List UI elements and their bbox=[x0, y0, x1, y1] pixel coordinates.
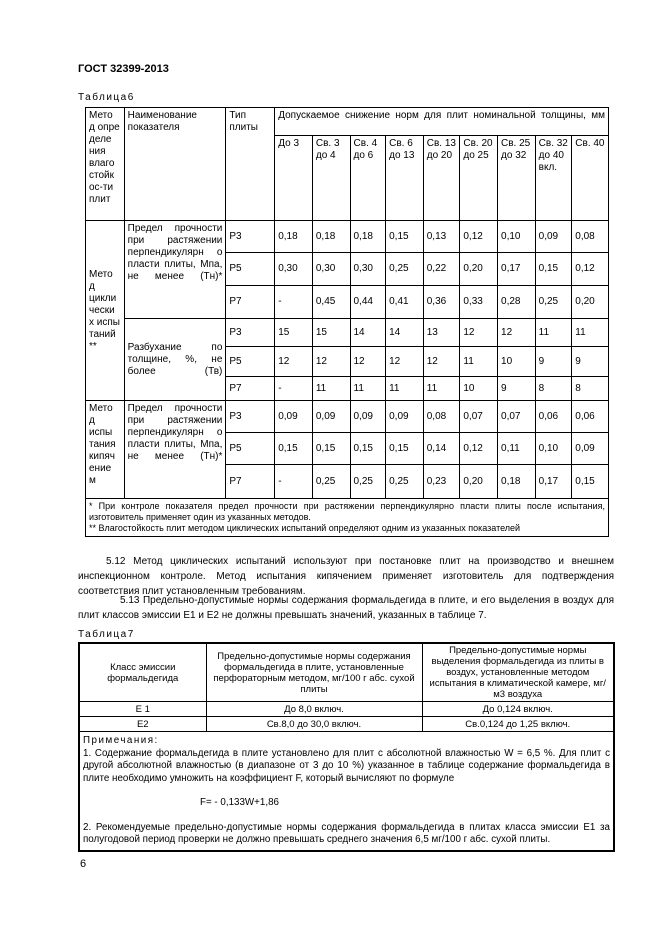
table6-cell: 0,15 bbox=[275, 433, 313, 465]
table6-cell: 8 bbox=[535, 377, 572, 401]
table6-method-boiling: Мето д испы тания кипяч ение м bbox=[86, 401, 125, 499]
table6-cell: 0,30 bbox=[312, 253, 350, 286]
table6-cell: 11 bbox=[350, 377, 386, 401]
table6-cell: 0,25 bbox=[350, 465, 386, 499]
table6-cell: 11 bbox=[423, 377, 460, 401]
table6-cell: 0,36 bbox=[423, 286, 460, 319]
table6-cell-type: P5 bbox=[226, 433, 275, 465]
page-number: 6 bbox=[80, 858, 87, 870]
table6-cell: 12 bbox=[350, 347, 386, 377]
table6-cell: 0,17 bbox=[498, 253, 536, 286]
table7-note-2: 2. Рекомендуемые предельно-допустимые нормы содержания формальдегида в плитах класса эмиссии Е1 за полугодовой период проверки не должно превышать среднего значения 6,5 мг/100 г абс. сухой плиты. bbox=[83, 821, 610, 845]
table6-cell: - bbox=[275, 377, 313, 401]
table7-caption: Таблица7 bbox=[78, 629, 135, 640]
table6-cell: 0,10 bbox=[535, 433, 572, 465]
table6-cell: 0,09 bbox=[572, 433, 609, 465]
table6-cell: 0,20 bbox=[460, 253, 498, 286]
table6-cell: 0,18 bbox=[350, 221, 386, 253]
table6-cell: 0,18 bbox=[275, 221, 313, 253]
table6-cell: 0,06 bbox=[535, 401, 572, 433]
table6-cell: 0,17 bbox=[535, 465, 572, 499]
table6-cell: 0,20 bbox=[460, 465, 498, 499]
table6-footnotes bbox=[86, 499, 609, 537]
table7-head-emission: Предельно-допустимые нормы выделения формальдегида из плиты в воздух, установленные методом испытания в климатической камере, мг/м3 воздуха bbox=[422, 643, 614, 702]
table6-cell: 14 bbox=[386, 319, 424, 347]
table7-notes-title: Примечания: bbox=[83, 735, 159, 746]
table6-cell: 14 bbox=[350, 319, 386, 347]
table6-cell: 9 bbox=[498, 377, 536, 401]
table7-cell-content: До 8,0 включ. bbox=[206, 702, 422, 717]
table6-cell: 12 bbox=[275, 347, 313, 377]
table6-cell-type: P3 bbox=[226, 401, 275, 433]
table6-cell: 0,07 bbox=[460, 401, 498, 433]
table6-cell: 0,25 bbox=[386, 465, 424, 499]
table7-notes bbox=[79, 732, 614, 851]
table6-cell: 0,09 bbox=[386, 401, 424, 433]
table6-indicator-swelling: Разбухание по толщине, %, не более (Тв) bbox=[124, 319, 226, 401]
table6-cell: 0,23 bbox=[423, 465, 460, 499]
table6-cell-type: P5 bbox=[226, 347, 275, 377]
table6-cell: 0,25 bbox=[386, 253, 424, 286]
table6-cell: 0,28 bbox=[498, 286, 536, 319]
table6-thickness: Св. 13 до 20 bbox=[423, 136, 460, 221]
table6-cell: 0,41 bbox=[386, 286, 424, 319]
table6-cell: 0,45 bbox=[312, 286, 350, 319]
table7-head-content: Предельно-допустимые нормы содержания формальдегида в плите, установленные перфораторным методом, мг/100 г абс. сухой плиты bbox=[206, 643, 422, 702]
table6-thickness: Св. 20 до 25 bbox=[460, 136, 498, 221]
table6-cell-type: P7 bbox=[226, 286, 275, 319]
table6-cell: 0,15 bbox=[572, 465, 609, 499]
table6-cell: 12 bbox=[312, 347, 350, 377]
table6-cell-type: P3 bbox=[226, 221, 275, 253]
table6-footnote-1: * При контроле показателя предел прочности при растяжении перпендикулярно пласти плиты после испытания, изготовитель применяет один из указанных методов. bbox=[89, 501, 605, 522]
table7-cell-emission: Св.0,124 до 1,25 включ. bbox=[422, 717, 614, 732]
paragraph-5-13: 5.13 Предельно-допустимые нормы содержания формальдегида в плите, и его выделения в воздух для плит классов эмиссии Е1 и Е2 не должны превышать значений, указанных в таблице 7. bbox=[78, 595, 614, 621]
table6-cell: 0,18 bbox=[498, 465, 536, 499]
table6-cell: 12 bbox=[386, 347, 424, 377]
table6-footnote-2: ** Влагостойкость плит методом циклических испытаний определяют одним из указанных показателей bbox=[89, 523, 521, 533]
table6-cell: 0,25 bbox=[312, 465, 350, 499]
table6-cell: - bbox=[275, 286, 313, 319]
table6-cell: 0,06 bbox=[572, 401, 609, 433]
table6-cell: 13 bbox=[423, 319, 460, 347]
table6-head-type: Тип плиты bbox=[226, 108, 275, 221]
table6-cell: 9 bbox=[572, 347, 609, 377]
table6-cell: 0,30 bbox=[350, 253, 386, 286]
table6-cell: 0,18 bbox=[312, 221, 350, 253]
table6-cell: 0,09 bbox=[312, 401, 350, 433]
table6-cell: 11 bbox=[460, 347, 498, 377]
table6-thickness: Св. 3 до 4 bbox=[312, 136, 350, 221]
table6-cell: 0,15 bbox=[312, 433, 350, 465]
table6-cell: 0,20 bbox=[572, 286, 609, 319]
table6-cell: - bbox=[275, 465, 313, 499]
table6-cell: 0,09 bbox=[535, 221, 572, 253]
table6-cell: 12 bbox=[498, 319, 536, 347]
table6-head-method: Мето д опре деле ния влаго стойк ос-ти плит bbox=[86, 108, 125, 221]
table7 bbox=[78, 642, 615, 852]
table7-note-1: 1. Содержание формальдегида в плите установлено для плит с абсолютной влажностью W = 6,5 %. Для плит с другой абсолютной влажностью (в диапазоне от 3 до 10 %) указанное в таблице содержание формальдегида в плите необходимо умножить на коэффициент F, который вычисляют по формуле bbox=[83, 747, 610, 784]
table6-cell: 0,12 bbox=[460, 433, 498, 465]
table6-cell: 0,30 bbox=[275, 253, 313, 286]
table6-cell: 0,12 bbox=[460, 221, 498, 253]
table6-cell: 0,25 bbox=[535, 286, 572, 319]
table6-cell: 0,10 bbox=[498, 221, 536, 253]
table6-cell: 11 bbox=[572, 319, 609, 347]
table6-cell-type: P5 bbox=[226, 253, 275, 286]
table6-cell: 15 bbox=[275, 319, 313, 347]
table6-thickness: Св. 32 до 40 вкл. bbox=[535, 136, 572, 221]
table6-head-allowance: Допускаемое снижение норм для плит номинальной толщины, мм bbox=[275, 108, 609, 136]
paragraph-5-12: 5.12 Метод циклических испытаний используют при постановке плит на производство и внешнем инспекционном контроле. Метод испытания кипячением применяет изготовитель для подтверждения соответствия плит установленным требованиям. bbox=[78, 556, 614, 597]
table6 bbox=[85, 107, 609, 537]
table7-cell-emission: До 0,124 включ. bbox=[422, 702, 614, 717]
table6-indicator-strength: Предел прочности при растяжении перпендикулярн о пласти плиты, Мпа, не менее (Тн)* bbox=[124, 221, 226, 319]
table6-cell: 0,33 bbox=[460, 286, 498, 319]
table7-cell-content: Св.8,0 до 30,0 включ. bbox=[206, 717, 422, 732]
table6-thickness: Св. 25 до 32 bbox=[498, 136, 536, 221]
table6-cell: 11 bbox=[535, 319, 572, 347]
table6-cell: 15 bbox=[312, 319, 350, 347]
table6-cell: 10 bbox=[498, 347, 536, 377]
table6-cell: 0,08 bbox=[572, 221, 609, 253]
table7-cell-class: Е2 bbox=[79, 717, 206, 732]
document-header: ГОСТ 32399-2013 bbox=[78, 63, 169, 75]
table6-thickness: Св. 40 bbox=[572, 136, 609, 221]
table6-cell: 8 bbox=[572, 377, 609, 401]
table6-cell: 11 bbox=[386, 377, 424, 401]
table6-cell: 0,08 bbox=[423, 401, 460, 433]
table6-method-cyclic: Мето д цикли чески х испы таний ** bbox=[86, 221, 125, 401]
table6-cell: 0,22 bbox=[423, 253, 460, 286]
table6-cell: 0,09 bbox=[350, 401, 386, 433]
table6-cell-type: P3 bbox=[226, 319, 275, 347]
table6-thickness: Св. 6 до 13 bbox=[386, 136, 424, 221]
table6-cell: 0,15 bbox=[386, 221, 424, 253]
table6-thickness: До 3 bbox=[275, 136, 313, 221]
table6-cell: 0,11 bbox=[498, 433, 536, 465]
table6-cell: 0,15 bbox=[386, 433, 424, 465]
table6-cell: 0,15 bbox=[350, 433, 386, 465]
table7-formula: F= - 0,133W+1,86 bbox=[200, 797, 279, 808]
table6-cell: 0,15 bbox=[535, 253, 572, 286]
table6-cell: 0,09 bbox=[275, 401, 313, 433]
table6-cell: 9 bbox=[535, 347, 572, 377]
table6-head-indicator: Наименование показателя bbox=[124, 108, 226, 221]
table6-thickness: Св. 4 до 6 bbox=[350, 136, 386, 221]
table6-cell-type: P7 bbox=[226, 377, 275, 401]
table6-indicator-strength-boiling: Предел прочности при растяжении перпендикулярн о пласти плиты, Мпа, не менее (Тн)* bbox=[124, 401, 226, 499]
table6-cell-type: P7 bbox=[226, 465, 275, 499]
table6-cell: 10 bbox=[460, 377, 498, 401]
table7-cell-class: Е 1 bbox=[79, 702, 206, 717]
table7-head-class: Класс эмиссии формальдегида bbox=[79, 643, 206, 702]
table6-cell: 0,07 bbox=[498, 401, 536, 433]
table6-cell: 0,14 bbox=[423, 433, 460, 465]
table6-cell: 0,44 bbox=[350, 286, 386, 319]
table6-caption: Таблица6 bbox=[78, 92, 135, 103]
table6-cell: 0,12 bbox=[572, 253, 609, 286]
table6-cell: 0,13 bbox=[423, 221, 460, 253]
table6-cell: 12 bbox=[460, 319, 498, 347]
table6-cell: 12 bbox=[423, 347, 460, 377]
table6-cell: 11 bbox=[312, 377, 350, 401]
